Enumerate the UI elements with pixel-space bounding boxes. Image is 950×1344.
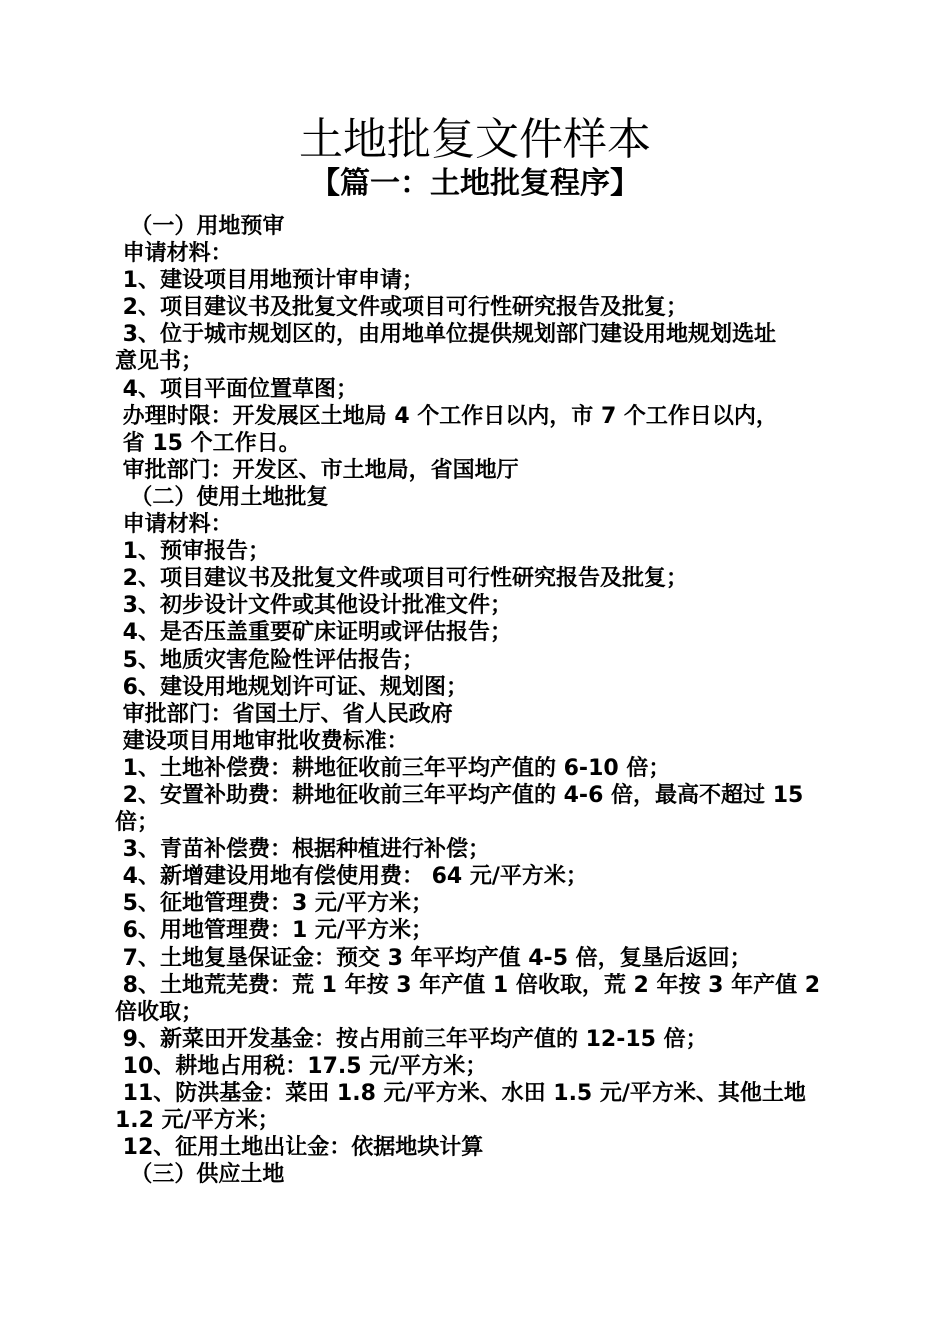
text-line: 9、新菜田开发基金：按占用前三年平均产值的 12-15 倍；	[115, 1026, 708, 1052]
text-line: 1、预审报告；	[115, 539, 270, 565]
document-subtitle: 【篇一：土地批复程序】	[310, 166, 640, 201]
text-line: 建设项目用地审批收费标准：	[115, 728, 409, 754]
text-line: 审批部门：省国土厅、省人民政府	[115, 701, 453, 727]
text-line: 10、耕地占用税：17.5 元/平方米；	[115, 1053, 488, 1079]
text-line: 5、地质灾害危险性评估报告；	[115, 647, 424, 673]
text-line: 2、安置补助费：耕地征收前三年平均产值的 4-6 倍，最高不超过 15	[115, 782, 804, 808]
text-line: 3、位于城市规划区的，由用地单位提供规划部门建设用地规划选址	[115, 322, 776, 348]
text-line: 4、项目平面位置草图；	[115, 376, 358, 402]
text-line: 申请材料：	[115, 512, 233, 538]
section-heading-land-supply: （三）供应土地	[115, 1162, 285, 1188]
text-line: 4、新增建设用地有偿使用费： 64 元/平方米；	[115, 864, 588, 890]
text-line: 1、建设项目用地预计审申请；	[115, 268, 424, 294]
text-line: 申请材料：	[115, 241, 233, 267]
section-heading-land-use-approval: （二）使用土地批复	[115, 484, 329, 510]
text-line: 3、青苗补偿费：根据种植进行补偿；	[115, 837, 490, 863]
text-line: 6、用地管理费：1 元/平方米；	[115, 918, 433, 944]
document-title: 土地批复文件样本	[299, 114, 651, 165]
text-line: 1、土地补偿费：耕地征收前三年平均产值的 6-10 倍；	[115, 755, 671, 781]
text-line: 7、土地复垦保证金：预交 3 年平均产值 4-5 倍，复垦后返回；	[115, 945, 752, 971]
text-line: 3、初步设计文件或其他设计批准文件；	[115, 593, 512, 619]
text-line: 8、土地荒芜费：荒 1 年按 3 年产值 1 倍收取，荒 2 年按 3 年产值 2	[115, 972, 821, 998]
text-line: 倍；	[115, 810, 160, 836]
section-heading-preliminary-review: （一）用地预审	[115, 214, 285, 239]
text-line: 办理时限：开发展区土地局 4 个工作日以内，市 7 个工作日以内，	[115, 403, 778, 429]
text-line: 省 15 个工作日。	[115, 430, 301, 456]
text-line: 4、是否压盖重要矿床证明或评估报告；	[115, 620, 512, 646]
text-line: 5、征地管理费：3 元/平方米；	[115, 891, 433, 917]
text-line: 11、防洪基金：菜田 1.8 元/平方米、水田 1.5 元/平方米、其他土地	[115, 1081, 806, 1106]
document-body	[115, 213, 845, 1188]
text-line: 2、项目建议书及批复文件或项目可行性研究报告及批复；	[115, 566, 688, 592]
text-line: 倍收取；	[115, 999, 204, 1025]
text-line: 意见书；	[115, 349, 204, 375]
text-line: 审批部门：开发区、市土地局，省国地厅	[115, 457, 519, 483]
text-line: 2、项目建议书及批复文件或项目可行性研究报告及批复；	[115, 295, 688, 321]
text-line: 6、建设用地规划许可证、规划图；	[115, 674, 468, 700]
text-line: 12、征用土地出让金：依据地块计算	[115, 1135, 484, 1161]
text-line: 1.2 元/平方米；	[115, 1108, 280, 1134]
